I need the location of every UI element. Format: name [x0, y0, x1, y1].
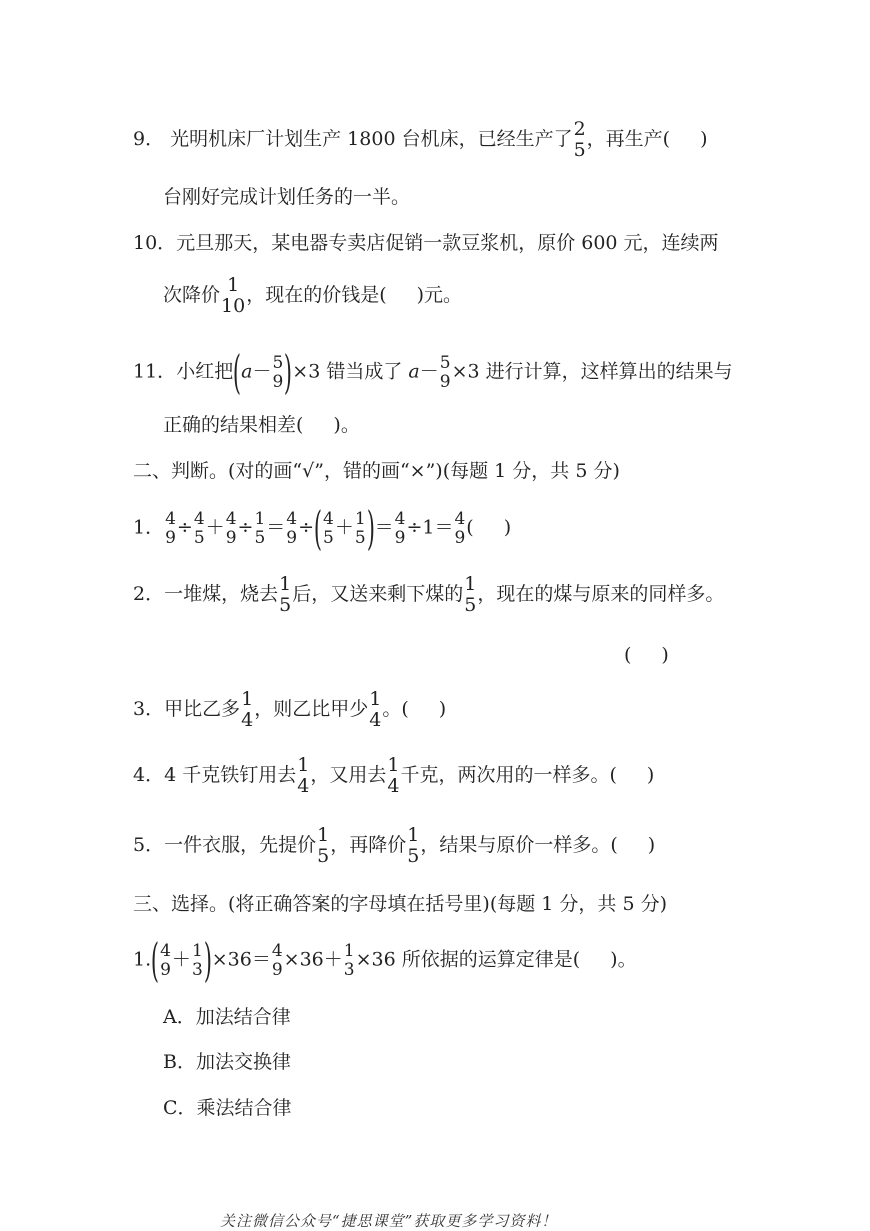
fraction	[369, 690, 381, 730]
minus-sign: －	[252, 360, 272, 383]
judge-2-answer	[624, 646, 669, 665]
fraction	[221, 276, 245, 316]
question-text: ，现在的价钱是(	[246, 284, 387, 306]
fraction	[272, 352, 284, 392]
denominator: 10	[221, 295, 246, 317]
question-number: 9．	[133, 128, 165, 150]
denominator: 4	[387, 775, 400, 797]
question-number: 5．	[133, 834, 165, 856]
fraction	[317, 826, 329, 866]
question-text: )元。	[416, 284, 463, 306]
judge-2	[133, 575, 724, 615]
fraction	[574, 120, 586, 160]
fraction	[464, 575, 476, 615]
denominator: 9	[225, 527, 237, 548]
plus-sign: ＋	[171, 948, 191, 971]
question-text: 甲比乙多	[164, 698, 241, 720]
numerator: 1	[317, 824, 330, 846]
fraction	[394, 508, 406, 548]
numerator: 4	[160, 940, 171, 961]
right-paren: )	[284, 345, 293, 399]
numerator: 4	[193, 508, 205, 529]
numerator: 5	[439, 352, 451, 373]
denominator: 5	[464, 594, 477, 616]
fraction	[387, 756, 399, 796]
denominator: 9	[439, 371, 451, 392]
denominator: 9	[271, 959, 283, 980]
question-number: 11．	[133, 360, 177, 383]
numerator: 4	[454, 508, 466, 529]
numerator: 1	[387, 754, 400, 776]
denominator: 9	[454, 527, 466, 548]
question-text: ，又用去	[310, 764, 387, 786]
plus-sign: ＋	[334, 516, 354, 539]
denominator: 9	[286, 527, 298, 548]
question-9-line2: 台刚好完成计划任务的一半。	[163, 186, 411, 208]
times-three: ×3	[292, 360, 321, 383]
judge-1	[133, 501, 512, 555]
divide-one: ÷1＝	[406, 516, 454, 539]
divide-sign: ÷	[298, 516, 315, 539]
fraction	[191, 940, 203, 980]
question-10	[133, 234, 719, 253]
numerator: 1	[227, 274, 240, 296]
option-b[interactable]: B．加法交换律	[163, 1051, 291, 1073]
question-text: ，再生产(	[586, 128, 671, 150]
question-text: 进行计算，这样算出的结果与	[479, 360, 733, 383]
question-10-line2	[163, 276, 462, 316]
question-text: 后，又送来剩下煤的	[292, 583, 464, 605]
question-number: 2．	[133, 583, 165, 605]
numerator: 1	[343, 940, 355, 961]
right-paren: )	[203, 933, 212, 987]
question-text: )。	[610, 948, 637, 971]
divide-sign: ÷	[237, 516, 254, 539]
numerator: 1	[464, 573, 477, 595]
denominator: 3	[343, 959, 355, 980]
numerator: 4	[286, 508, 298, 529]
minus-sign: －	[419, 360, 439, 383]
left-paren: (	[313, 501, 323, 555]
option-c[interactable]: C．乘法结合律	[163, 1097, 292, 1119]
times-36: ×36＋	[283, 948, 343, 971]
question-number: 1.	[133, 948, 152, 971]
numerator: 2	[573, 118, 586, 140]
question-number: 1．	[133, 516, 165, 539]
fraction	[254, 508, 266, 548]
denominator: 9	[272, 371, 284, 392]
numerator: 4	[225, 508, 237, 529]
denominator: 5	[322, 527, 334, 548]
equals-sign: ＝	[266, 516, 286, 539]
question-text: )。	[333, 414, 360, 436]
fraction	[454, 508, 466, 548]
judge-3	[133, 690, 446, 730]
judge-5	[133, 826, 655, 866]
right-paren: )	[366, 501, 375, 555]
numerator: 1	[354, 508, 366, 529]
fraction	[279, 575, 291, 615]
question-text: )	[647, 834, 656, 856]
fraction	[322, 508, 334, 548]
option-a[interactable]: A．加法结合律	[163, 1006, 291, 1028]
question-text: ，则乙比甲少	[254, 698, 369, 720]
footer-note: 关注微信公众号“捷思课堂”获取更多学习资料！	[220, 1212, 558, 1230]
denominator: 5	[279, 594, 292, 616]
fraction	[297, 756, 309, 796]
numerator: 1	[279, 573, 292, 595]
question-11	[133, 345, 733, 399]
left-paren: (	[151, 933, 160, 987]
divide-sign: ÷	[176, 516, 193, 539]
denominator: 3	[191, 959, 203, 980]
equals-sign: ＝	[374, 516, 394, 539]
numerator: 4	[165, 508, 176, 529]
question-number: 10．	[133, 232, 177, 254]
question-text: 一件衣服，先提价	[164, 834, 317, 856]
denominator: 5	[254, 527, 266, 548]
variable-a: a	[241, 360, 253, 383]
question-text: (	[466, 516, 474, 539]
times-three: ×3	[451, 360, 480, 383]
question-text: )	[700, 128, 708, 150]
denominator: 5	[317, 845, 330, 867]
question-text: 光明机床厂计划生产 1800 台机床，已经生产了	[170, 128, 573, 150]
question-text: ，结果与原价一样多。(	[420, 834, 618, 856]
numerator: 1	[297, 754, 310, 776]
denominator: 5	[407, 845, 420, 867]
fraction	[407, 826, 419, 866]
fraction	[160, 940, 171, 980]
variable-a: a	[408, 360, 420, 383]
denominator: 9	[394, 527, 406, 548]
denominator: 4	[241, 709, 254, 731]
question-text: 一堆煤，烧去	[164, 583, 279, 605]
question-text: (	[624, 644, 632, 666]
numerator: 1	[191, 940, 203, 961]
numerator: 4	[394, 508, 406, 529]
fraction	[286, 508, 298, 548]
question-text: )	[503, 516, 512, 539]
question-number: 3．	[133, 698, 165, 720]
fraction	[225, 508, 237, 548]
choice-1	[133, 933, 637, 987]
question-text: 。(	[382, 698, 409, 720]
fraction	[439, 352, 451, 392]
numerator: 1	[254, 508, 266, 529]
question-text: ×36 所依据的运算定律是(	[355, 948, 581, 971]
judge-4	[133, 756, 654, 796]
times-36: ×36＝	[211, 948, 271, 971]
denominator: 5	[354, 527, 366, 548]
question-text: ，再降价	[330, 834, 407, 856]
numerator: 1	[241, 688, 254, 710]
fraction	[271, 940, 283, 980]
fraction	[193, 508, 205, 548]
question-text: 4 千克铁钉用去	[164, 764, 297, 786]
denominator: 5	[193, 527, 205, 548]
fraction	[241, 690, 253, 730]
numerator: 1	[407, 824, 420, 846]
question-11-line2	[163, 416, 360, 435]
question-text: 小红把	[176, 360, 234, 383]
numerator: 4	[271, 940, 283, 961]
question-text: )	[438, 698, 447, 720]
denominator: 5	[573, 139, 586, 161]
question-text: 千克，两次用的一样多。(	[400, 764, 617, 786]
section-2-title: 二、判断。(对的画“√”，错的画“×”)(每题 1 分，共 5 分)	[133, 460, 620, 482]
question-9	[133, 120, 708, 160]
question-text: )	[646, 764, 655, 786]
plus-sign: ＋	[205, 516, 225, 539]
fraction	[343, 940, 355, 980]
fraction	[354, 508, 366, 548]
denominator: 4	[297, 775, 310, 797]
question-text: ，现在的煤与原来的同样多。	[477, 583, 725, 605]
fraction	[165, 508, 176, 548]
question-text: )	[661, 644, 669, 666]
numerator: 1	[369, 688, 382, 710]
numerator: 5	[272, 352, 284, 373]
denominator: 4	[369, 709, 382, 731]
question-text: 正确的结果相差(	[163, 414, 304, 436]
question-text: 错当成了	[320, 360, 409, 383]
question-text: 次降价	[163, 284, 221, 306]
section-3-title: 三、选择。(将正确答案的字母填在括号里)(每题 1 分，共 5 分)	[133, 893, 667, 915]
denominator: 9	[160, 959, 171, 980]
numerator: 4	[322, 508, 334, 529]
question-number: 4．	[133, 764, 165, 786]
denominator: 9	[165, 527, 176, 548]
left-paren: (	[233, 345, 242, 399]
question-text: 元旦那天，某电器专卖店促销一款豆浆机，原价 600 元，连续两	[176, 232, 719, 254]
